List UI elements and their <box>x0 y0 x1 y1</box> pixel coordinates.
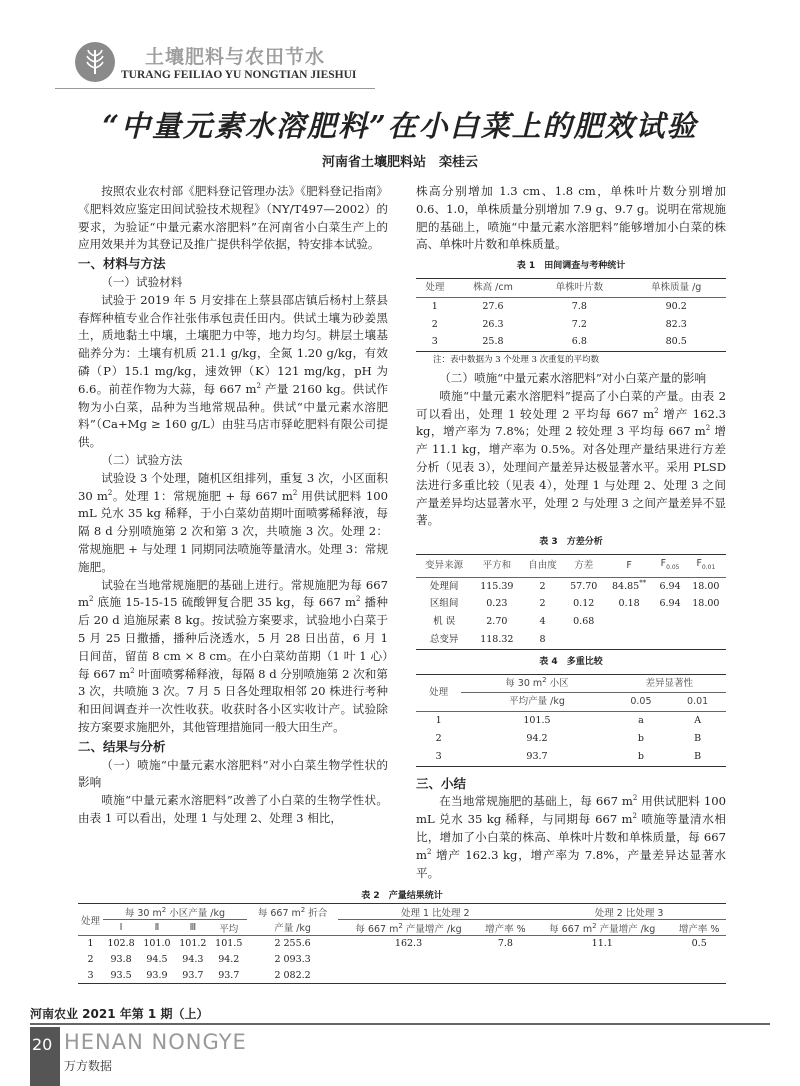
table-header: 株高 /cm <box>473 281 513 293</box>
table-row: 处理间 115.39 2 57.70 84.85** 6.94 18.00 <box>429 578 720 592</box>
paragraph: 按照农业农村部《肥料登记管理办法》《肥料登记指南》《肥料效应鉴定田间试验技术规程》（NY/T497—2002）的要求，为验证“中量元素水溶肥料”在河南省小白菜生产上的应用效果并为其登记及推广提供科学依据，特安排本试验。 <box>78 184 388 252</box>
section-subtitle: TURANG FEILIAO YU NONGTIAN JIESHUI <box>121 69 357 81</box>
table-header: $F_{0.01}$ <box>696 557 716 571</box>
table4-caption: 表 4 多重比较 <box>539 656 603 667</box>
paragraph: 喷施“中量元素水溶肥料”改善了小白菜的生物学性状。由表 1 可以看出，处理 1 与处理 2、处理 3 相比， <box>78 793 388 825</box>
section-heading: 三、小结 <box>416 775 467 791</box>
section-heading: 一、材料与方法 <box>78 256 166 272</box>
table-header: 产量 /kg <box>274 923 311 935</box>
table-header: 平均产量 /kg <box>509 696 565 708</box>
table-row: 3 25.8 6.8 80.5 <box>416 333 726 351</box>
table-header: 处理 <box>425 281 445 293</box>
subsection-heading: （一）喷施“中量元素水溶肥料”对小白菜生物学性状的影响 <box>78 757 388 790</box>
paragraph: 喷施“中量元素水溶肥料”提高了小白菜的产量。由表 2 可以看出，处理 1 较处理 2 平均每 667 $m^2$ 增产 162.3 kg，增产率为 7.8%；处理 2 较处理 3 平均每 667 $m^2$ 增产 11.1 kg，增产率为 0.5%。对各处理产量结果进行方差分析（见表 3），处理间产量差异达极显著水平。采用 PLSD 法进行多重比较（见表 4），处理 1 与处理 2、处理 3 之间产量差异均达显著水平，处理 2 与处理 3 之间产量差异不显著。 <box>416 388 726 528</box>
table-row: 机 误 2.70 4 0.68 <box>433 616 595 628</box>
table3-caption: 表 3 方差分析 <box>539 537 603 548</box>
table-header: 平方和 <box>482 559 512 571</box>
running-header <box>55 38 375 88</box>
table1-caption: 表 1 田间调查与考种统计 <box>516 261 626 272</box>
subsection-heading: （二）试验方法 <box>101 452 183 467</box>
table-row: 2 94.2 b B <box>435 733 702 744</box>
table-header: 差异显著性 <box>613 674 726 693</box>
table-header: 处理 <box>416 674 461 712</box>
table-header: 每 30 $m^2$ 小区 <box>461 674 612 693</box>
table-header: 每 667 $m^2$ 产量增产 /kg <box>549 921 656 935</box>
table-row: 3 93.7 b B <box>416 748 726 766</box>
table-header: Ⅲ <box>189 922 197 933</box>
page-number: 20 <box>30 1027 60 1086</box>
table-header: 增产率 % <box>485 923 526 935</box>
table-row: 2 93.8 94.5 94.3 94.2 2 093.3 <box>87 954 311 965</box>
table-header: 处理 1 比处理 2 <box>338 904 532 920</box>
wanfang-watermark: 万方数据 <box>64 1059 113 1073</box>
table-header: 每 30 $m^2$ 小区产量 /kg <box>103 904 247 920</box>
table3 <box>416 554 726 650</box>
table-row: 区组间 0.23 2 0.12 0.18 6.94 18.00 <box>429 598 720 610</box>
table-header: 单株质量 /g <box>651 281 702 293</box>
table2 <box>78 903 726 984</box>
wheat-logo-icon <box>75 42 115 82</box>
table-header: 平均 <box>219 923 239 935</box>
table-header: 处理 2 比处理 3 <box>532 904 726 920</box>
table-header: 单株叶片数 <box>555 281 604 293</box>
paragraph: 试验设 3 个处理，随机区组排列，重复 3 次，小区面积 30 $m^2$。处理 1：常规施肥 + 每 667 $m^2$ 用供试肥料 100 mL 兑水 35 kg 稀释，于小白菜幼苗期叶面喷雾稀释液，每隔 8 d 分别喷施第 2 次和第 3 次，共喷施 3 次。处理 2：常规施肥 + 与处理 1 同期同法喷施等量清水。处理 3：常规施肥。 <box>78 470 389 574</box>
table-header: 增产率 % <box>678 923 720 935</box>
footer-divider <box>30 1023 770 1025</box>
table-header: Ⅰ <box>119 922 123 933</box>
table-header: 方差 <box>574 559 594 571</box>
table-header: 处理 <box>78 904 103 936</box>
paragraph: 试验在当地常规施肥的基础上进行。常规施肥为每 667 $m^2$ 底施 15-15-15 硫酸钾复合肥 35 kg，每 667 $m^2$ 播种后 20 d 追施尿素 8 kg。按试验方案要求，试验地小白菜于 5 月 25 日撒播，播种后浇透水，5 月 28 日出苗，6 月 1 日间苗，留苗 8 cm × 8 cm。在小白菜幼苗期（1 叶 1 心）每 667 $m^2$ 叶面喷雾稀释液，每隔 8 d 分别喷施第 2 次和第 3 次，共喷施 3 次。7 月 5 日各处理取相邻 20 株进行考种和田间调查并一次性收获。收获时各小区实收计产。试验除按方案要求施肥外，其他管理措施同一般大田生产。 <box>78 577 388 734</box>
table-row: 1 101.5 a A <box>435 715 702 727</box>
subsection-heading: （二）喷施“中量元素水溶肥料”对小白菜产量的影响 <box>439 370 707 385</box>
table-header: 每 667 $m^2$ 产量增产 /kg <box>355 921 462 935</box>
table-header: 每 667 $m^2$ 折合 <box>257 905 328 919</box>
section-title: 土壤肥料与农田节水 <box>145 46 326 68</box>
journal-brand: HENAN NONGYE <box>64 1030 247 1054</box>
table-header: F <box>626 559 632 571</box>
article-authors: 河南省土壤肥料站 栾桂云 <box>321 155 478 170</box>
header-divider <box>55 88 375 89</box>
table-header: Ⅱ <box>154 922 160 933</box>
table2-caption: 表 2 产量结果统计 <box>361 891 443 901</box>
table1-note: 注：表中数据为 3 个处理 3 次重复的平均数 <box>433 355 600 366</box>
paragraph: 在当地常规施肥的基础上，每 667 $m^2$ 用供试肥料 100 mL 兑水 35 kg 稀释，与同期每 667 $m^2$ 喷施等量清水相比，增加了小白菜的株高、单株叶片数和单株质量，每 667 $m^2$ 增产 162.3 kg，增产率为 7.8%，产量差异达显著水平。 <box>416 794 727 880</box>
section-heading: 二、结果与分析 <box>78 738 166 754</box>
table-row: 1 102.8 101.0 101.2 101.5 2 255.6 162.3 7.8 11.1 0.5 <box>87 938 707 950</box>
journal-issue: 河南农业 2021 年第 1 期（上） <box>30 1007 209 1021</box>
article-title: “中量元素水溶肥料”在小白菜上的肥效试验 <box>102 109 698 143</box>
table-row: 总变异 118.32 8 <box>416 631 726 649</box>
table-header: 自由度 <box>528 559 557 571</box>
subsection-heading: （一）试验材料 <box>101 274 183 289</box>
paragraph: 株高分别增加 1.3 cm、1.8 cm，单株叶片数分别增加 0.6、1.0，单株质量分别增加 7.9 g、9.7 g。说明在常规施肥的基础上，喷施“中量元素水溶肥料”能够增加小白菜的株高、单株叶片数和单株质量。 <box>416 184 726 252</box>
table-header: 变异来源 <box>425 559 464 571</box>
table4 <box>416 674 726 767</box>
table-header: 0.05 <box>630 696 652 708</box>
left-column <box>78 183 388 828</box>
table-row: 1 27.6 7.8 90.2 <box>431 300 687 312</box>
right-column <box>416 183 726 882</box>
paragraph: 试验于 2019 年 5 月安排在上蔡县邵店镇后杨村上蔡县春辉种植专业合作社张伟承包责任田内。供试土壤为砂姜黑土，质地黏土中壤，土壤肥力中等，地力均匀。耕层土壤基础养分为：土壤有机质 21.1 g/kg，全氮 1.20 g/kg，有效磷（P）15.1 mg/kg，速效钾（K）121 mg/kg，pH 为 6.6。前茬作物为大蒜，每 667 $m^2$ 产量 2160 kg。供试作物为小白菜，品种为当地常规品种。供试“中量元素水溶肥料”（Ca+Mg ≥ 160 g/L）由驻马店市驿屹肥料有限公司提供。 <box>78 292 388 450</box>
table-row: 3 93.5 93.9 93.7 93.7 2 082.2 <box>78 968 726 984</box>
table-row: 2 26.3 7.2 82.3 <box>431 318 687 330</box>
table-header: $F_{0.05}$ <box>660 557 680 571</box>
table1 <box>416 278 726 352</box>
table-header: 0.01 <box>687 696 709 708</box>
table2-block <box>78 884 726 984</box>
